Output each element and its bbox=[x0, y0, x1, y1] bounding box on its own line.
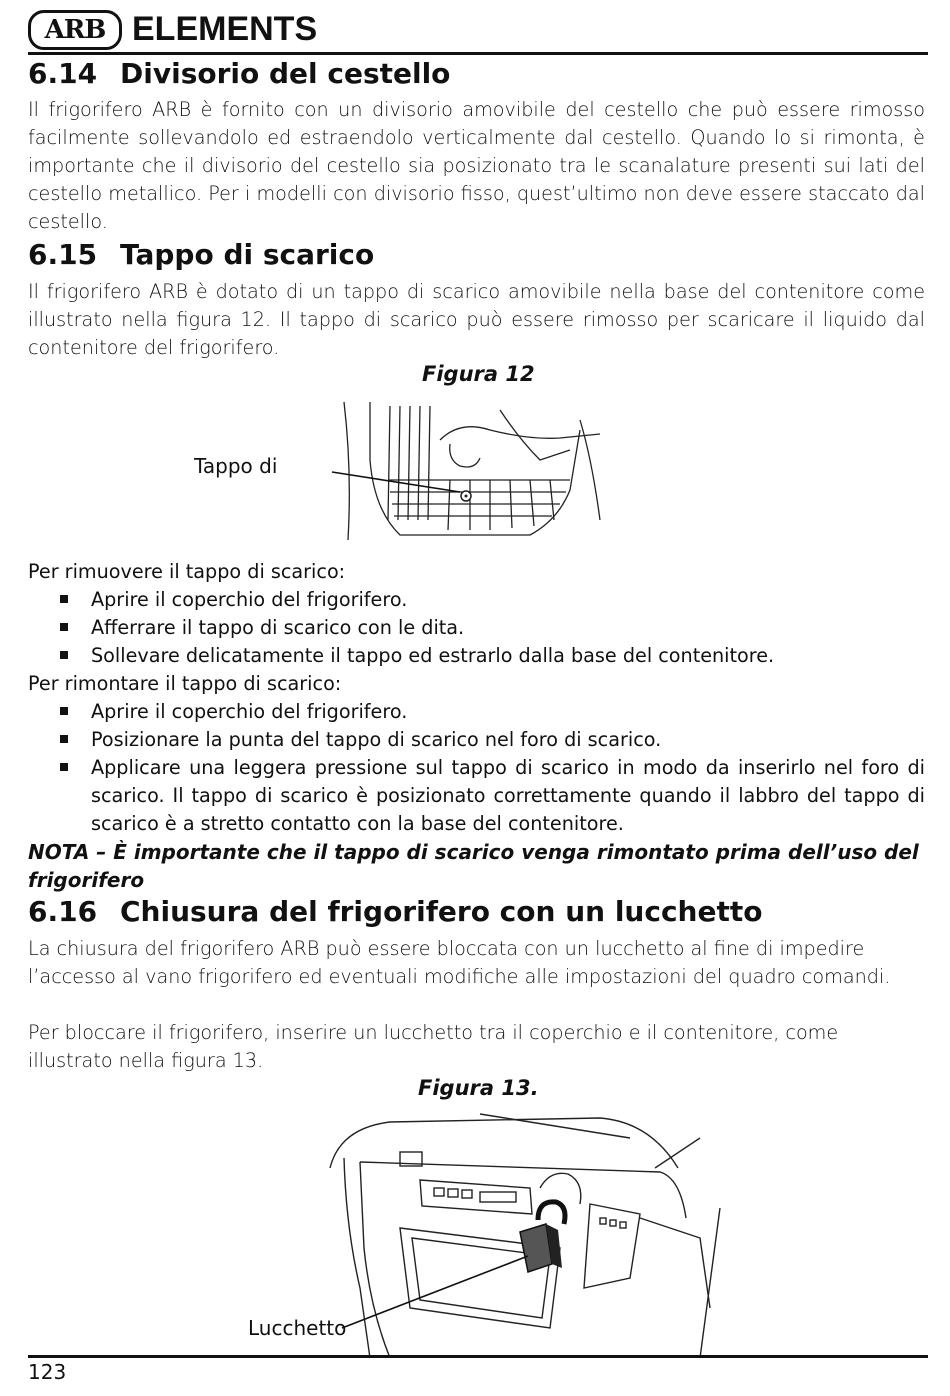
list-item: Applicare una leggera pressione sul tappo di scarico in modo da inserirlo nel foro di scarico. Il tappo di scarico è posizionato correttamente quando il labbro del tappo di scarico è a stretto contatto con la base del contenitore. bbox=[60, 754, 925, 838]
note-text: NOTA – È importante che il tappo di scarico venga rimontato prima dell’uso del frigorifero bbox=[28, 840, 919, 892]
section-6-15-body: Il frigorifero ARB è dotato di un tappo di scarico amovibile nella base del contenitore come illustrato nella figura 12. Il tappo di scarico può essere rimosso per scaricare il liquido dal contenitore del frigorifero. bbox=[28, 280, 925, 359]
figure-12-caption: Figura 12 bbox=[422, 362, 535, 386]
page-header bbox=[28, 6, 928, 54]
brand-title: ELEMENTS bbox=[132, 10, 318, 48]
section-6-16-body-1: La chiusura del frigorifero ARB può essere bloccata con un lucchetto al fine di impedire l’accesso al vano frigorifero ed eventuali modifiche alle impostazioni del quadro comandi. bbox=[28, 937, 891, 988]
arb-logo: ARB bbox=[28, 10, 122, 50]
footer-rule bbox=[28, 1355, 928, 1358]
list-item: Aprire il coperchio del frigorifero. bbox=[60, 586, 925, 614]
list-item: Afferrare il tappo di scarico con le dita. bbox=[60, 614, 925, 642]
remove-intro: Per rimuovere il tappo di scarico: bbox=[28, 560, 346, 583]
section-heading-6-16: 6.16 Chiusura del frigorifero con un lucchetto bbox=[28, 895, 763, 928]
refit-intro: Per rimontare il tappo di scarico: bbox=[28, 672, 342, 695]
figure-13-caption: Figura 13. bbox=[418, 1076, 539, 1100]
section-6-16-body-2: Per bloccare il frigorifero, inserire un lucchetto tra il coperchio e il contenitore, come illustrato nella figura 13. bbox=[28, 1021, 839, 1072]
page-number: 123 bbox=[28, 1360, 67, 1384]
figure-12-label: Tappo di bbox=[194, 454, 278, 478]
figure-13-padlock-illustration bbox=[300, 1108, 730, 1358]
section-heading-6-14: 6.14 Divisorio del cestello bbox=[28, 57, 451, 90]
list-item: Posizionare la punta del tappo di scarico nel foro di scarico. bbox=[60, 726, 925, 754]
figure-13-label: Lucchetto bbox=[248, 1316, 347, 1340]
list-item: Aprire il coperchio del frigorifero. bbox=[60, 698, 925, 726]
list-item: Sollevare delicatamente il tappo ed estrarlo dalla base del contenitore. bbox=[60, 642, 925, 670]
section-6-14-body: Il frigorifero ARB è fornito con un divisorio amovibile del cestello che può essere rimosso facilmente sollevandolo ed estraendolo verticalmente dal cestello. Quando lo si rimonta, è importante che il divisorio del cestello sia posizionato tra le scanalature presenti sui lati del cestello metallico. Per i modelli con divisorio fisso, quest’ultimo non deve essere staccato dal cestello. bbox=[28, 98, 925, 233]
section-heading-6-15: 6.15 Tappo di scarico bbox=[28, 238, 375, 271]
header-rule bbox=[28, 52, 928, 55]
figure-12-drain-plug-illustration bbox=[330, 400, 610, 542]
